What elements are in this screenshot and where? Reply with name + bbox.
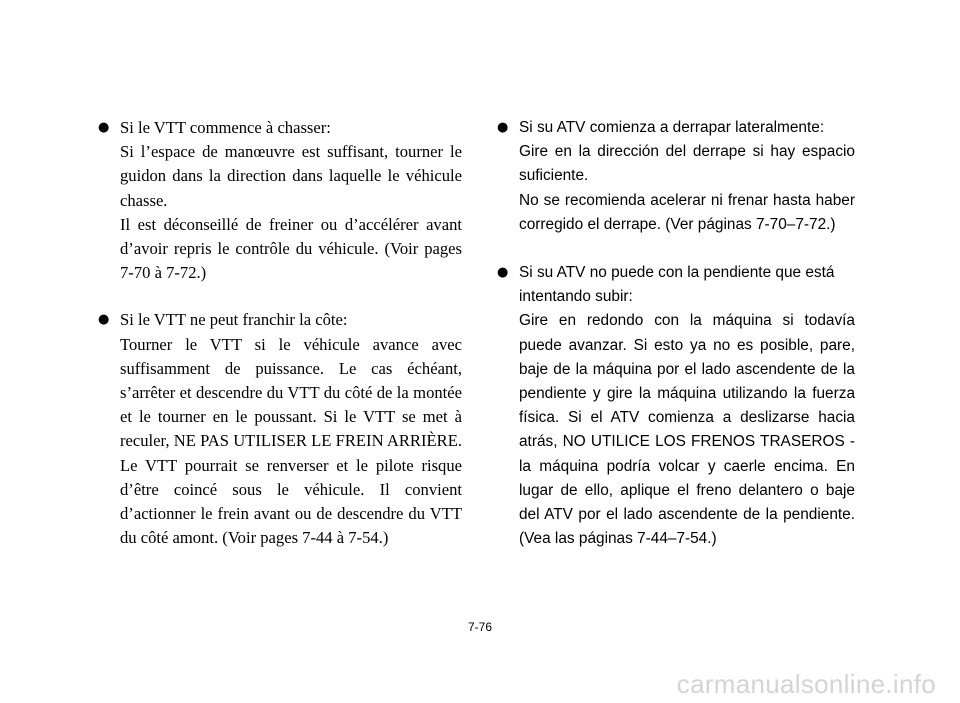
bullet-paragraph: No se recomienda acelerar ni frenar hasta haber corregido el derrape. (Ver páginas 7-70–7-72.) [519, 191, 855, 233]
page-number: 7-76 [467, 620, 493, 634]
bullet-heading: Si su ATV comienza a derrapar lateralmente: [519, 119, 825, 136]
bullet-paragraph: Gire en la dirección del derrape si hay espacio suficiente. [519, 143, 855, 185]
french-bullet-item-hill [98, 308, 462, 550]
watermark: carmanualsonline.info [676, 669, 936, 699]
bullet-paragraph: Gire en redondo con la máquina si todavía puede avanzar. Si esto ya no es posible, pare, baje de la máquina por el lado ascendente de la pendiente y gire la máquina utilizando la fuerza física. Si el ATV comienza a deslizarse hacia atrás, NO UTILICE LOS FRENOS TRASEROS - la máquina podría volcar y caerle encima. En lugar de ello, aplique el freno delantero o baje del ATV por el lado ascendente de la pendiente. (Vea las páginas 7-44–7-54.) [519, 312, 855, 548]
french-bullet-item-skid [98, 116, 462, 285]
spanish-column [497, 116, 855, 551]
bullet-paragraph: Tourner le VTT si le véhicule avance avec suffisamment de puissance. Le cas échéant, s’arrêter et descendre du VTT du côté de la montée et le tourner en le poussant. Si le VTT se met à reculer, NE PAS UTILISER LE FREIN ARRIÈRE. Le VTT pourrait se renverser et le pilote risque d’être coincé sous le véhicule. Il convient d’actionner le frein avant ou de descendre du VTT du côté amont. (Voir pages 7-44 à 7-54.) [120, 334, 462, 548]
bullet-paragraph: Si l’espace de manœuvre est suffisant, tourner le guidon dans la direction dans laquelle le véhicule chasse. [120, 142, 462, 210]
bullet-icon: ● [497, 120, 509, 135]
spanish-bullet-item-skid [497, 116, 855, 237]
bullet-heading: Si su ATV no puede con la pendiente que está intentando subir: [519, 264, 835, 306]
bullet-paragraph: Il est déconseillé de freiner ou d’accélérer avant d’avoir repris le contrôle du véhicule. (Voir pages 7-70 à 7-72.) [120, 214, 462, 283]
bullet-icon: ● [497, 265, 509, 281]
bullet-icon: ● [98, 312, 110, 328]
french-column [98, 116, 462, 550]
bullet-heading: Si le VTT commence à chasser: [120, 118, 331, 137]
bullet-heading: Si le VTT ne peut franchir la côte: [120, 310, 348, 330]
spanish-bullet-item-hill [497, 261, 855, 551]
bullet-icon: ● [98, 120, 110, 135]
